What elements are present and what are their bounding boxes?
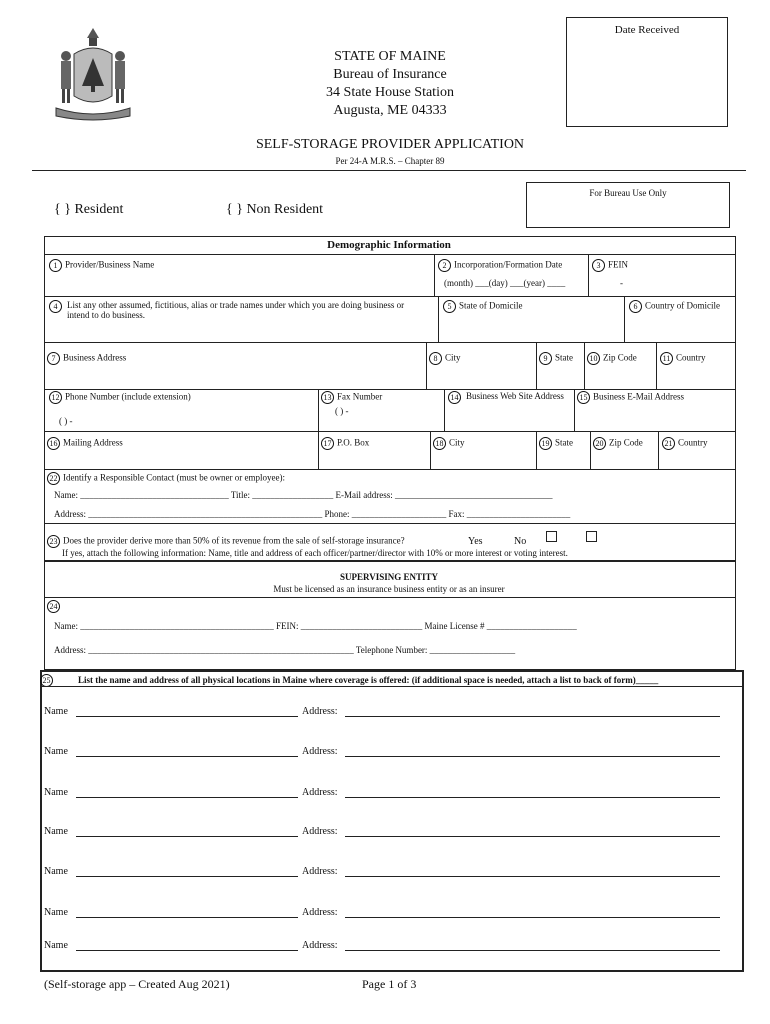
- field-number: 3: [592, 259, 605, 272]
- non-resident-option[interactable]: { } Non Resident: [226, 202, 324, 217]
- provider-name-label: Provider/Business Name: [65, 259, 155, 270]
- po-box-field[interactable]: [321, 437, 369, 450]
- website-field[interactable]: [448, 391, 568, 404]
- field-number: 12: [49, 391, 62, 404]
- fein-dash: -: [620, 278, 623, 288]
- field-number: 20: [593, 437, 606, 450]
- location-name-input[interactable]: [76, 950, 298, 951]
- mailing-address-label: Mailing Address: [63, 437, 123, 448]
- incorporation-date-field[interactable]: [438, 259, 586, 288]
- location-address-input[interactable]: [345, 836, 720, 837]
- location-address-label: Address:: [302, 706, 338, 717]
- field-number: 10: [587, 352, 600, 365]
- fein-field[interactable]: [592, 259, 652, 288]
- field-number: 13: [321, 391, 334, 404]
- location-address-input[interactable]: [345, 756, 720, 757]
- business-address-field[interactable]: [47, 352, 126, 365]
- phone-label: Phone Number (include extension): [65, 391, 191, 402]
- mailing-address-field[interactable]: [47, 437, 123, 450]
- field-number: 25: [40, 674, 53, 687]
- field-number: 16: [47, 437, 60, 450]
- date-format: (month) ___(day) ___(year) ____: [444, 278, 566, 288]
- field-number: 22: [47, 472, 60, 485]
- field-number: 19: [539, 437, 552, 450]
- location-address-label: Address:: [302, 907, 338, 918]
- revenue-question-label: Does the provider derive more than 50% of its revenue from the sale of self-storage insurance?: [63, 535, 405, 546]
- country-label: Country: [676, 352, 706, 363]
- country-domicile-label: Country of Domicile: [645, 300, 720, 311]
- location-address-label: Address:: [302, 866, 338, 877]
- location-address-label: Address:: [302, 940, 338, 951]
- bureau-use-box[interactable]: [526, 182, 730, 228]
- field-number: 21: [662, 437, 675, 450]
- revenue-yes-checkbox[interactable]: [546, 531, 557, 542]
- page-number: Page 1 of 3: [362, 977, 417, 991]
- supervising-subheading: Must be licensed as an insurance business entity or as an insurer: [273, 584, 505, 594]
- agency-address: [220, 48, 560, 120]
- mailing-zip-label: Zip Code: [609, 437, 643, 448]
- field-number: 4: [49, 300, 62, 313]
- mailing-state-field[interactable]: [539, 437, 573, 450]
- date-received-box[interactable]: [566, 17, 728, 127]
- supervising-address-line[interactable]: Address: ___________________________________________________________ Telephone Number: ___________________: [54, 645, 516, 655]
- footer-note: (Self-storage app – Created Aug 2021): [44, 977, 230, 991]
- location-name-label: Name: [44, 940, 68, 951]
- city-label: City: [445, 352, 461, 363]
- supervising-number: [47, 600, 63, 613]
- revenue-question: [47, 535, 405, 548]
- incorporation-date-label: Incorporation/Formation Date: [454, 259, 563, 270]
- field-number: 2: [438, 259, 451, 272]
- city-address: Augusta, ME 04333: [333, 103, 447, 118]
- location-name-input[interactable]: [76, 876, 298, 877]
- field-number: 11: [660, 352, 673, 365]
- field-number: 24: [47, 600, 60, 613]
- field-number: 18: [433, 437, 446, 450]
- mailing-country-label: Country: [678, 437, 708, 448]
- street-address: 34 State House Station: [326, 85, 454, 100]
- phone-format: ( ) -: [59, 416, 73, 426]
- location-name-label: Name: [44, 866, 68, 877]
- business-address-label: Business Address: [63, 352, 127, 363]
- city-field[interactable]: [429, 352, 461, 365]
- location-address-label: Address:: [302, 787, 338, 798]
- state-domicile-field[interactable]: [443, 300, 522, 313]
- contact-name-line[interactable]: Name: _________________________________ Title: __________________ E-Mail address: ___________________________________: [54, 490, 553, 500]
- state-seal: [52, 24, 134, 124]
- field-number: 7: [47, 352, 60, 365]
- mailing-city-field[interactable]: [433, 437, 465, 450]
- location-name-label: Name: [44, 746, 68, 757]
- supervising-name-line[interactable]: Name: ___________________________________________ FEIN: ___________________________ Maine License # ____________________: [54, 621, 577, 631]
- revenue-instructions: If yes, attach the following information: Name, title and address of each officer/partner/director with 10% or more interest or voting interest.: [62, 548, 568, 558]
- field-number: 8: [429, 352, 442, 365]
- location-address-label: Address:: [302, 826, 338, 837]
- fein-label: FEIN: [608, 259, 628, 270]
- location-name-label: Name: [44, 706, 68, 717]
- location-name-label: Name: [44, 826, 68, 837]
- fax-format: ( ) -: [335, 406, 349, 416]
- zip-field[interactable]: [587, 352, 637, 365]
- field-number: 14: [448, 391, 461, 404]
- revenue-no-label: No: [514, 536, 527, 547]
- field-number: 23: [47, 535, 60, 548]
- location-address-input[interactable]: [345, 797, 720, 798]
- country-field[interactable]: [660, 352, 706, 365]
- field-number: 6: [629, 300, 642, 313]
- trade-names-label: List any other assumed, fictitious, alias or trade names under which you are doing business or intend to do business.: [67, 300, 405, 320]
- bureau-use-label: For Bureau Use Only: [589, 188, 667, 198]
- fax-label: Fax Number: [337, 391, 383, 402]
- supervising-heading: SUPERVISING ENTITY: [340, 572, 438, 582]
- revenue-no-checkbox[interactable]: [586, 531, 597, 542]
- mailing-country-field[interactable]: [662, 437, 708, 450]
- field-number: 15: [577, 391, 590, 404]
- seal-graphic: [52, 24, 134, 124]
- responsible-contact-field[interactable]: [47, 472, 285, 485]
- mailing-zip-field[interactable]: [593, 437, 643, 450]
- form-title: SELF-STORAGE PROVIDER APPLICATION: [255, 137, 525, 152]
- location-name-input[interactable]: [76, 836, 298, 837]
- state-domicile-label: State of Domicile: [459, 300, 523, 311]
- fax-field[interactable]: [321, 391, 441, 416]
- location-name-label: Name: [44, 907, 68, 918]
- location-address-input[interactable]: [345, 716, 720, 717]
- mailing-state-label: State: [555, 437, 573, 448]
- revenue-yes-label: Yes: [468, 536, 483, 547]
- country-domicile-field[interactable]: [629, 300, 720, 313]
- location-name-label: Name: [44, 787, 68, 798]
- mailing-city-label: City: [449, 437, 465, 448]
- po-box-label: P.O. Box: [337, 437, 370, 448]
- demographic-heading: Demographic Information: [327, 239, 451, 251]
- phone-field[interactable]: [49, 391, 309, 426]
- contact-address-line[interactable]: Address: ____________________________________________________ Phone: _____________________ Fax: _______________________: [54, 509, 571, 519]
- resident-option[interactable]: { } Resident: [54, 202, 124, 217]
- location-name-input[interactable]: [76, 917, 298, 918]
- email-field[interactable]: [577, 391, 684, 404]
- location-address-input[interactable]: [345, 917, 720, 918]
- state-field[interactable]: [539, 352, 573, 365]
- state-label: State: [555, 352, 573, 363]
- location-address-input[interactable]: [345, 876, 720, 877]
- zip-label: Zip Code: [603, 352, 637, 363]
- form-subtitle: Per 24-A M.R.S. – Chapter 89: [335, 156, 445, 166]
- location-address-label: Address:: [302, 746, 338, 757]
- location-name-input[interactable]: [76, 797, 298, 798]
- title-rule: [32, 170, 746, 171]
- locations-heading: List the name and address of all physical locations in Maine where coverage is offered: (if additional space is needed, attach a list to back of form)_____: [78, 674, 659, 685]
- state-name: STATE OF MAINE: [334, 49, 446, 64]
- email-label: Business E-Mail Address: [593, 391, 684, 402]
- location-name-input[interactable]: [76, 716, 298, 717]
- bureau-name: Bureau of Insurance: [333, 67, 447, 82]
- field-number: 1: [49, 259, 62, 272]
- field-number: 5: [443, 300, 456, 313]
- date-received-label: Date Received: [614, 24, 680, 36]
- location-name-input[interactable]: [76, 756, 298, 757]
- trade-names-field[interactable]: [49, 300, 419, 320]
- website-label: Business Web Site Address: [466, 391, 564, 401]
- location-address-input[interactable]: [345, 950, 720, 951]
- field-number: 9: [539, 352, 552, 365]
- responsible-contact-label: Identify a Responsible Contact (must be owner or employee):: [63, 472, 285, 483]
- field-number: 17: [321, 437, 334, 450]
- provider-name-field[interactable]: [49, 259, 154, 272]
